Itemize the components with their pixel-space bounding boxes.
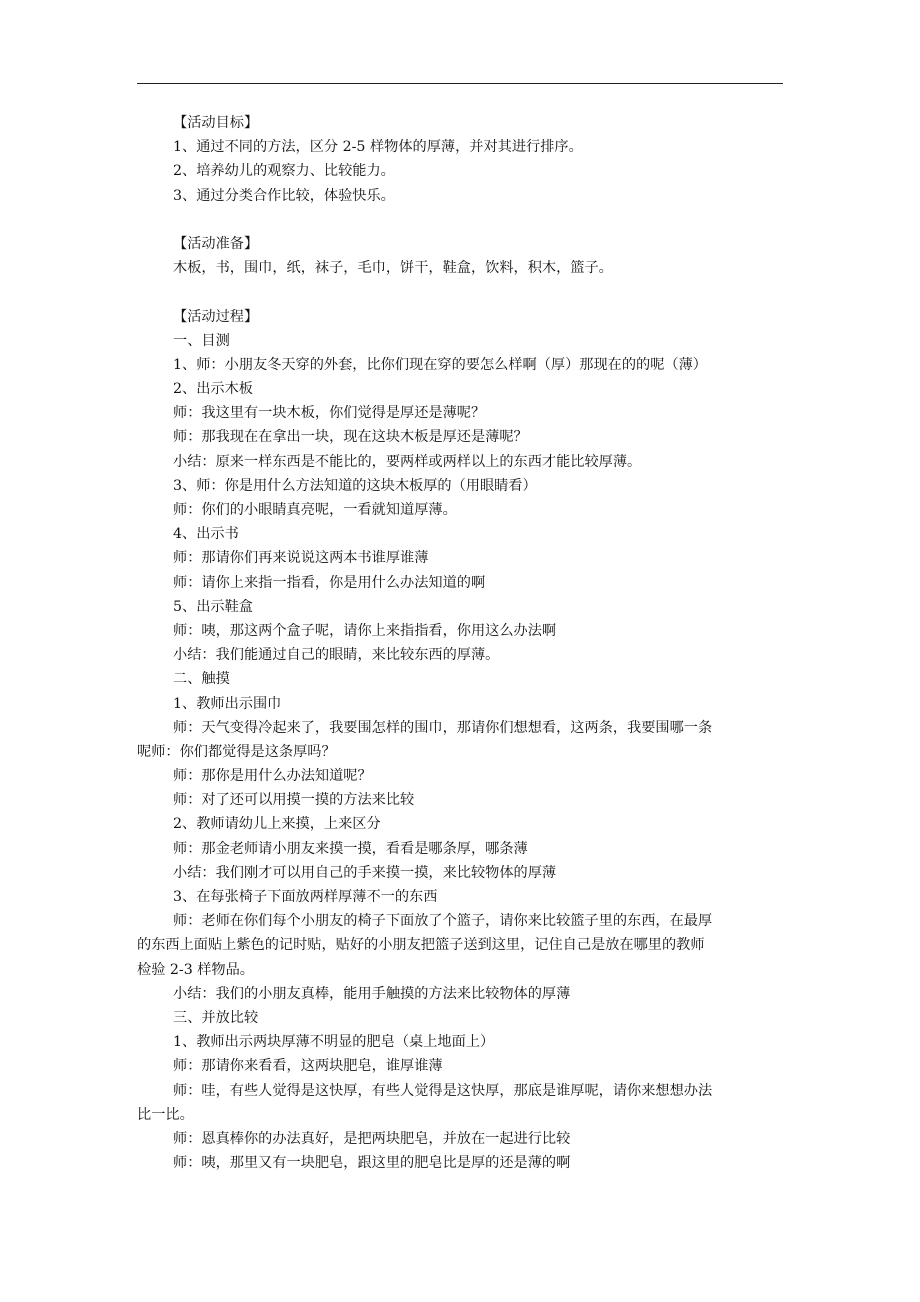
process-line: 3、师：你是用什么方法知道的这块木板厚的（用眼睛看） [173, 477, 537, 494]
process-line: 师：咦，那这两个盒子呢，请你上来指指看，你用这么办法啊 [173, 622, 557, 639]
process-line: 二、触摸 [173, 671, 230, 688]
process-line: 2、出示木板 [173, 381, 253, 398]
header-rule [137, 83, 783, 84]
process-line: 小结：我们的小朋友真棒，能用手触摸的方法来比较物体的厚薄 [173, 985, 571, 1002]
process-line: 一、目测 [173, 332, 230, 349]
process-line: 5、出示鞋盒 [173, 598, 253, 615]
process-line: 2、教师请幼儿上来摸，上来区分 [173, 816, 381, 833]
goal-item: 2、培养幼儿的观察力、比较能力。 [173, 163, 395, 180]
process-line: 师：对了还可以用摸一摸的方法来比较 [173, 792, 415, 809]
scarf-paragraph-line: 呢师：你们都觉得是这条厚吗？ [137, 743, 336, 760]
goal-item: 3、通过分类合作比较，体验快乐。 [173, 187, 395, 204]
process-line: 小结：我们能通过自己的眼睛，来比较东西的厚薄。 [173, 647, 500, 664]
process-line: 小结：我们刚才可以用自己的手来摸一摸，来比较物体的厚薄 [173, 864, 557, 881]
document-body [137, 111, 785, 1175]
process-line: 1、师：小朋友冬天穿的外套，比你们现在穿的要怎么样啊（厚）那现在的的呢（薄） [173, 356, 707, 373]
spacer [173, 208, 785, 232]
process-line: 师：我这里有一块木板，你们觉得是厚还是薄呢？ [173, 405, 486, 422]
process-line: 4、出示书 [173, 526, 239, 543]
process-line: 师：恩真棒你的办法真好，是把两块肥皂，并放在一起进行比较 [173, 1130, 571, 1147]
goal-item: 1、通过不同的方法，区分 2-5 样物体的厚薄，并对其进行排序。 [173, 139, 583, 156]
goals-heading: 【活动目标】 [173, 115, 259, 131]
process-line: 师：那我现在在拿出一块，现在这块木板是厚还是薄呢？ [173, 429, 528, 446]
basket-paragraph-line: 师：老师在你们每个小朋友的椅子下面放了个篮子，请你来比较篮子里的东西，在最厚 [173, 913, 713, 930]
process-line: 3、在每张椅子下面放两样厚薄不一的东西 [173, 889, 438, 905]
spacer [173, 280, 785, 304]
soap-paragraph-line: 师：哇，有些人觉得是这快厚，有些人觉得是这快厚，那底是谁厚呢，请你来想想办法 [173, 1082, 713, 1099]
process-line: 师：你们的小眼睛真亮呢，一看就知道厚薄。 [173, 502, 457, 518]
process-line: 师：那请你们再来说说这两本书谁厚谁薄 [173, 550, 429, 567]
soap-paragraph-line: 比一比。 [137, 1106, 194, 1123]
basket-paragraph-line: 检验 2-3 样物品。 [137, 961, 254, 978]
prep-materials: 木板，书，围巾，纸，袜子，毛巾，饼干，鞋盒，饮料，积木，篮子。 [173, 260, 613, 277]
process-line: 师：那金老师请小朋友来摸一摸，看看是哪条厚，哪条薄 [173, 840, 528, 857]
process-line: 师：那你是用什么办法知道呢？ [173, 768, 372, 785]
process-line: 1、教师出示围巾 [173, 695, 282, 712]
prep-heading: 【活动准备】 [173, 235, 259, 252]
process-line: 师：请你上来指一指看，你是用什么办法知道的啊 [173, 574, 486, 591]
process-line: 师：那请你来看看，这两块肥皂，谁厚谁薄 [173, 1058, 443, 1075]
process-line: 三、并放比较 [173, 1009, 259, 1026]
process-line: 小结：原来一样东西是不能比的，要两样或两样以上的东西才能比较厚薄。 [173, 453, 642, 470]
scarf-paragraph-line: 师：天气变得冷起来了，我要围怎样的围巾，那请你们想想看，这两条，我要围哪一条 [173, 719, 713, 736]
process-line: 1、教师出示两块厚薄不明显的肥皂（桌上地面上） [173, 1034, 495, 1051]
process-line: 师：咦，那里又有一块肥皂，跟这里的肥皂比是厚的还是薄的啊 [173, 1155, 571, 1172]
process-heading: 【活动过程】 [173, 308, 259, 325]
basket-paragraph-line: 的东西上面贴上紫色的记时贴，贴好的小朋友把篮子送到这里，记住自己是放在哪里的教师 [137, 937, 705, 954]
